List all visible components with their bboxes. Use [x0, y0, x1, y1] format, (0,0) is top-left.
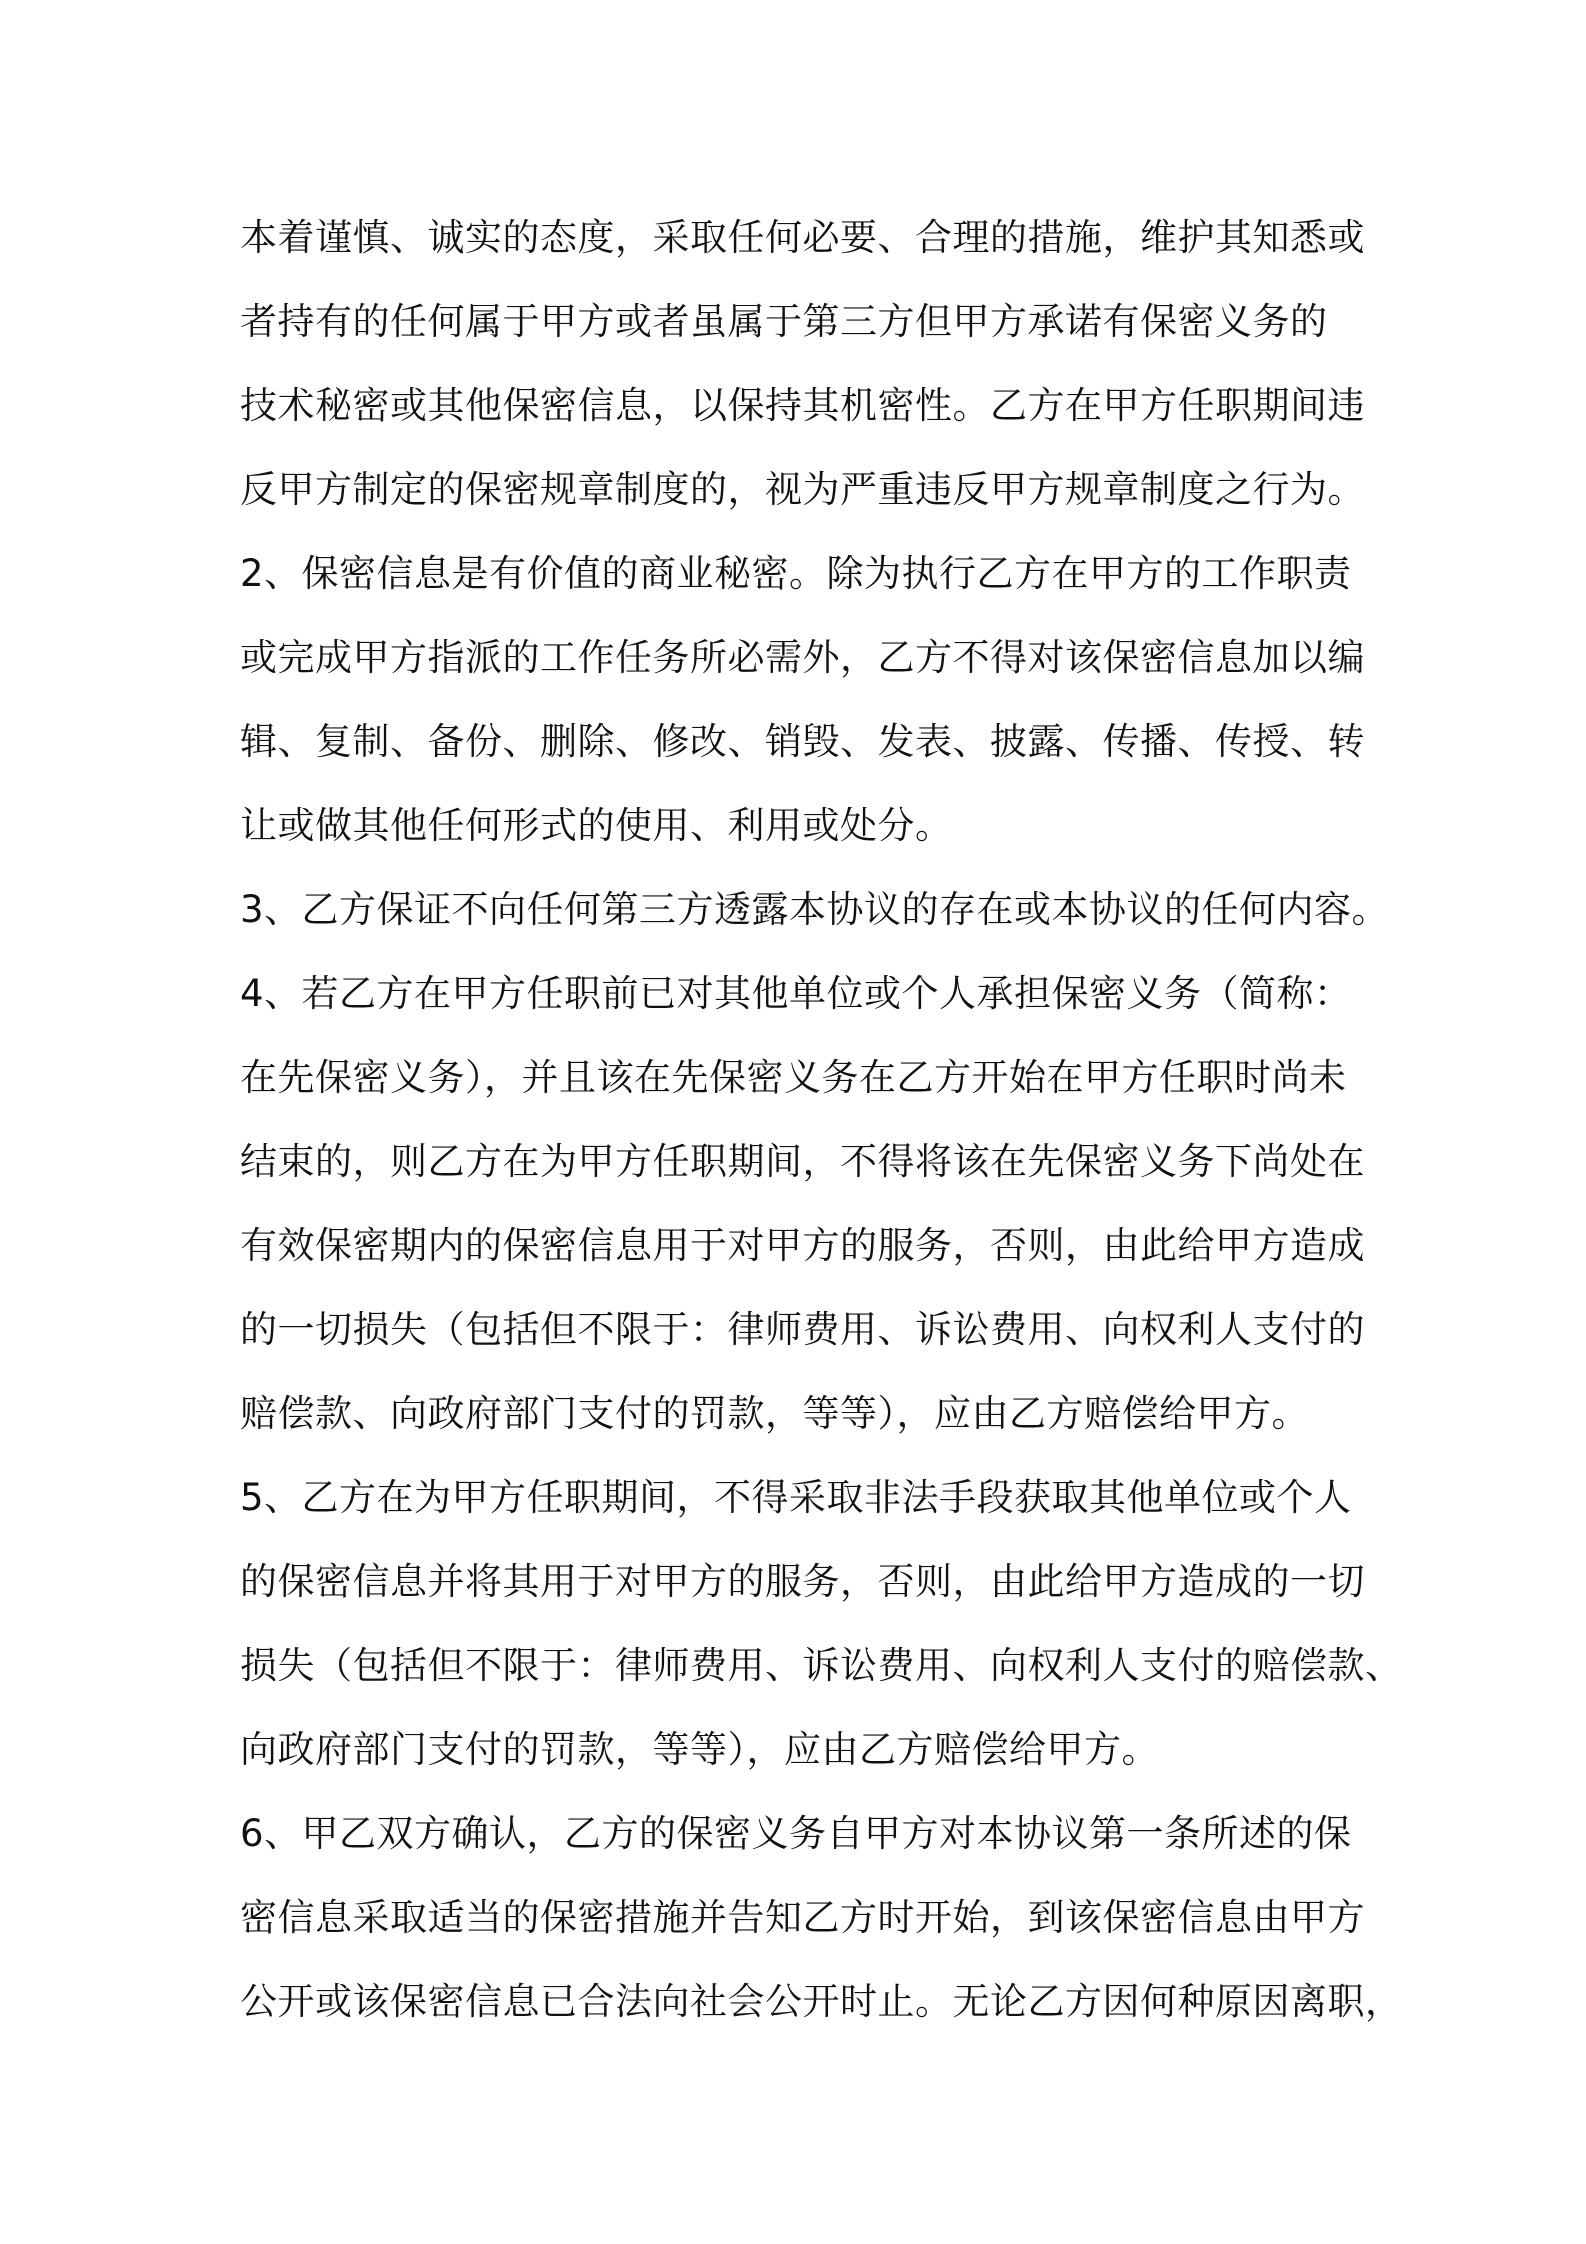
- text-line: 有效保密期内的保密信息用于对甲方的服务，否则，由此给甲方造成: [240, 1224, 1365, 1267]
- text-line: 的一切损失（包括但不限于：律师费用、诉讼费用、向权利人支付的: [240, 1308, 1365, 1351]
- document-body: [240, 196, 1403, 2044]
- clause-2-line: 2、保密信息是有价值的商业秘密。除为执行乙方在甲方的工作职责: [240, 552, 1352, 595]
- clause-5-line: 5、乙方在为甲方任职期间，不得采取非法手段获取其他单位或个人: [240, 1476, 1352, 1519]
- text-line: 密信息采取适当的保密措施并告知乙方时开始，到该保密信息由甲方: [240, 1896, 1365, 1939]
- text-line: 或完成甲方指派的工作任务所必需外，乙方不得对该保密信息加以编: [240, 636, 1365, 679]
- text-line: 在先保密义务），并且该在先保密义务在乙方开始在甲方任职时尚未: [240, 1056, 1347, 1099]
- text-line: 的保密信息并将其用于对甲方的服务，否则，由此给甲方造成的一切: [240, 1560, 1365, 1603]
- clause-4-line: 4、若乙方在甲方任职前已对其他单位或个人承担保密义务（简称：: [240, 972, 1352, 1015]
- text-line: 公开或该保密信息已合法向社会公开时止。无论乙方因何种原因离职，: [240, 1980, 1403, 2023]
- text-line: 向政府部门支付的罚款，等等），应由乙方赔偿给甲方。: [240, 1728, 1159, 1771]
- clause-3-line: 3、乙方保证不向任何第三方透露本协议的存在或本协议的任何内容。: [240, 888, 1390, 931]
- text-line: 反甲方制定的保密规章制度的，视为严重违反甲方规章制度之行为。: [240, 468, 1365, 511]
- text-line: 结束的，则乙方在为甲方任职期间，不得将该在先保密义务下尚处在: [240, 1140, 1365, 1183]
- text-line: 损失（包括但不限于：律师费用、诉讼费用、向权利人支付的赔偿款、: [240, 1644, 1403, 1687]
- clause-6-line: 6、甲乙双方确认，乙方的保密义务自甲方对本协议第一条所述的保: [240, 1812, 1352, 1855]
- text-line: 本着谨慎、诚实的态度，采取任何必要、合理的措施，维护其知悉或: [240, 216, 1365, 259]
- text-line: 赔偿款、向政府部门支付的罚款，等等），应由乙方赔偿给甲方。: [240, 1392, 1309, 1435]
- text-line: 辑、复制、备份、删除、修改、销毁、发表、披露、传播、传授、转: [240, 720, 1365, 763]
- text-line: 者持有的任何属于甲方或者虽属于第三方但甲方承诺有保密义务的: [240, 300, 1328, 343]
- text-line: 让或做其他任何形式的使用、利用或处分。: [240, 804, 953, 847]
- text-line: 技术秘密或其他保密信息，以保持其机密性。乙方在甲方任职期间违: [240, 384, 1365, 427]
